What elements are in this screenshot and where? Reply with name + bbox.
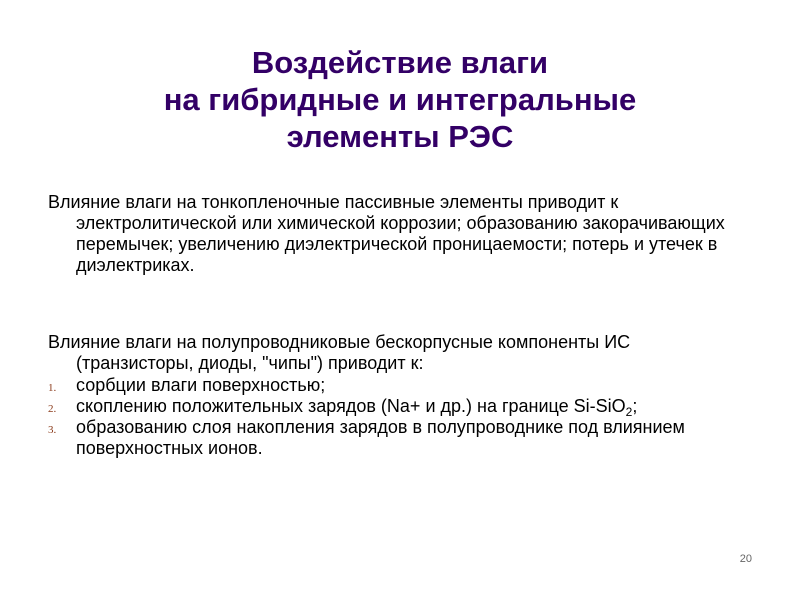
list-item-text: образованию слоя накопления зарядов в полупроводнике под влиянием поверхностных ионов.	[76, 417, 685, 458]
list-item	[48, 375, 708, 396]
slide-title	[90, 44, 710, 155]
list-number: 2.	[48, 403, 57, 415]
title-line-3: элементы РЭС	[286, 119, 514, 154]
list-item	[48, 396, 708, 417]
subscript: 2	[625, 405, 633, 419]
title-line-2: на гибридные и интегральные	[163, 82, 637, 117]
paragraph-semiconductor-effects: Влияние влаги на полупроводниковые бескорпусные компоненты ИС (транзисторы, диоды, "чипы") приводит к:	[48, 332, 631, 373]
list-item-text-end: ;	[632, 396, 638, 416]
list-item	[48, 417, 708, 459]
page-number: 20	[739, 553, 752, 565]
title-line-1: Воздействие влаги	[251, 45, 549, 80]
paragraph-thin-film-effects: Влияние влаги на тонкопленочные пассивные элементы приводит к электролитической или химической коррозии; образованию закорачивающих перемычек; увеличению диэлектрической проницаемости; потерь и утечек в диэлектриках.	[48, 192, 725, 275]
list-item-text: скоплению положительных зарядов (Na+ и др.) на границе Si-SiO	[76, 396, 626, 416]
list-number: 1.	[48, 382, 57, 394]
effects-list	[48, 375, 708, 459]
list-item-text: сорбции влаги поверхностью;	[76, 375, 326, 395]
list-number: 3.	[48, 424, 57, 436]
